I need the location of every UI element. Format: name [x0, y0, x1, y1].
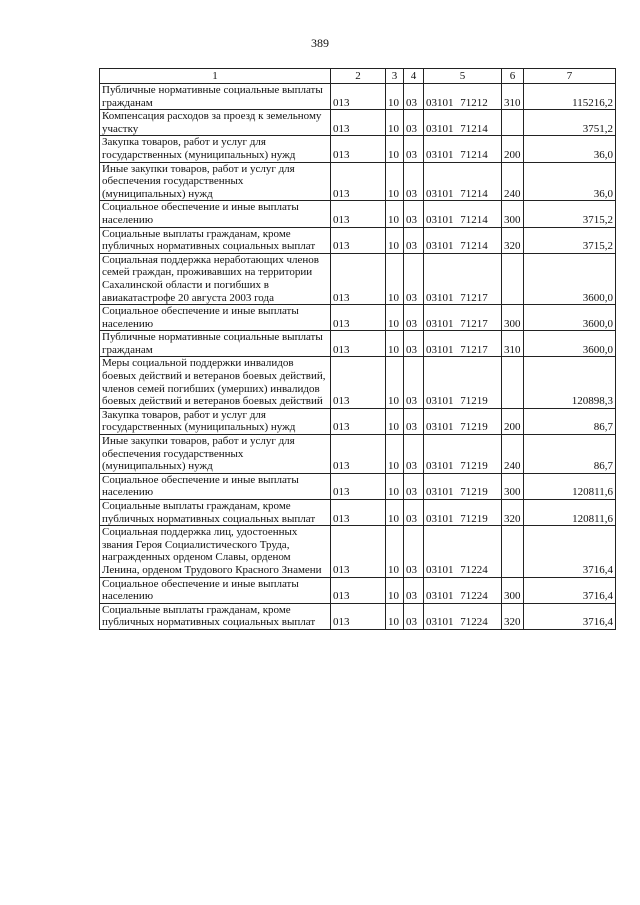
header-row — [100, 69, 616, 84]
row-name-cell: Закупка товаров, работ и услуг для государственных (муниципальных) нужд — [100, 408, 331, 434]
table-row — [100, 305, 616, 331]
row-name-cell: Социальное обеспечение и иные выплаты населению — [100, 305, 331, 331]
row-name-cell: Социальные выплаты гражданам, кроме публичных нормативных социальных выплат — [100, 603, 331, 629]
row-expense-type-cell: 200 — [502, 136, 524, 162]
row-subsection-cell: 03 — [404, 201, 424, 227]
row-amount-cell: 3716,4 — [524, 577, 616, 603]
row-section-cell: 10 — [386, 136, 404, 162]
row-name-cell: Социальное обеспечение и иные выплаты населению — [100, 577, 331, 603]
row-expense-type-cell: 300 — [502, 473, 524, 499]
header-cell-2: 2 — [331, 69, 386, 84]
row-amount-cell: 3716,4 — [524, 603, 616, 629]
row-subsection-cell: 03 — [404, 110, 424, 136]
row-admin-code-cell: 013 — [331, 435, 386, 474]
row-section-cell: 10 — [386, 408, 404, 434]
row-subsection-cell: 03 — [404, 473, 424, 499]
row-amount-cell: 3751,2 — [524, 110, 616, 136]
row-amount-cell: 3716,4 — [524, 526, 616, 577]
row-amount-cell: 86,7 — [524, 435, 616, 474]
table-row — [100, 473, 616, 499]
header-cell-5: 5 — [424, 69, 502, 84]
row-target-article-cell: 03101 71217 — [424, 305, 502, 331]
row-subsection-cell: 03 — [404, 305, 424, 331]
budget-table — [99, 68, 616, 630]
row-expense-type-cell: 320 — [502, 500, 524, 526]
row-admin-code-cell: 013 — [331, 408, 386, 434]
row-subsection-cell: 03 — [404, 500, 424, 526]
row-target-article-cell: 03101 71214 — [424, 110, 502, 136]
row-admin-code-cell: 013 — [331, 357, 386, 408]
row-section-cell: 10 — [386, 253, 404, 304]
row-admin-code-cell: 013 — [331, 603, 386, 629]
table-row — [100, 526, 616, 577]
table-row — [100, 331, 616, 357]
row-section-cell: 10 — [386, 500, 404, 526]
row-amount-cell: 36,0 — [524, 162, 616, 201]
row-expense-type-cell: 300 — [502, 201, 524, 227]
row-subsection-cell: 03 — [404, 162, 424, 201]
table-row — [100, 201, 616, 227]
row-expense-type-cell — [502, 253, 524, 304]
row-section-cell: 10 — [386, 435, 404, 474]
row-name-cell: Социальные выплаты гражданам, кроме публичных нормативных социальных выплат — [100, 500, 331, 526]
row-admin-code-cell: 013 — [331, 162, 386, 201]
table-row — [100, 253, 616, 304]
row-expense-type-cell: 200 — [502, 408, 524, 434]
row-name-cell: Социальное обеспечение и иные выплаты населению — [100, 201, 331, 227]
row-section-cell: 10 — [386, 357, 404, 408]
row-target-article-cell: 03101 71219 — [424, 357, 502, 408]
row-target-article-cell: 03101 71219 — [424, 435, 502, 474]
table-row — [100, 136, 616, 162]
row-admin-code-cell: 013 — [331, 500, 386, 526]
row-expense-type-cell: 310 — [502, 331, 524, 357]
row-name-cell: Компенсация расходов за проезд к земельному участку — [100, 110, 331, 136]
row-amount-cell: 3600,0 — [524, 253, 616, 304]
row-amount-cell: 36,0 — [524, 136, 616, 162]
row-name-cell: Иные закупки товаров, работ и услуг для обеспечения государственных (муниципальных) нужд — [100, 435, 331, 474]
row-expense-type-cell — [502, 357, 524, 408]
header-cell-3: 3 — [386, 69, 404, 84]
row-name-cell: Социальное обеспечение и иные выплаты населению — [100, 473, 331, 499]
row-amount-cell: 120811,6 — [524, 500, 616, 526]
row-section-cell: 10 — [386, 526, 404, 577]
row-name-cell: Социальные выплаты гражданам, кроме публичных нормативных социальных выплат — [100, 227, 331, 253]
row-subsection-cell: 03 — [404, 331, 424, 357]
row-amount-cell: 3600,0 — [524, 331, 616, 357]
row-name-cell: Социальная поддержка лиц, удостоенных звания Героя Социалистического Труда, награжденных орденом Славы, орденом Ленина, орденом Трудового Красного Знамени — [100, 526, 331, 577]
row-subsection-cell: 03 — [404, 357, 424, 408]
row-section-cell: 10 — [386, 162, 404, 201]
row-name-cell: Публичные нормативные социальные выплаты гражданам — [100, 331, 331, 357]
table-row — [100, 435, 616, 474]
table-row — [100, 162, 616, 201]
row-target-article-cell: 03101 71224 — [424, 603, 502, 629]
row-amount-cell: 3600,0 — [524, 305, 616, 331]
row-admin-code-cell: 013 — [331, 84, 386, 110]
row-target-article-cell: 03101 71214 — [424, 227, 502, 253]
table-row — [100, 227, 616, 253]
header-cell-7: 7 — [524, 69, 616, 84]
row-subsection-cell: 03 — [404, 227, 424, 253]
row-name-cell: Закупка товаров, работ и услуг для государственных (муниципальных) нужд — [100, 136, 331, 162]
row-subsection-cell: 03 — [404, 84, 424, 110]
row-admin-code-cell: 013 — [331, 473, 386, 499]
row-expense-type-cell: 300 — [502, 305, 524, 331]
row-expense-type-cell: 300 — [502, 577, 524, 603]
row-section-cell: 10 — [386, 473, 404, 499]
row-amount-cell: 120811,6 — [524, 473, 616, 499]
row-target-article-cell: 03101 71224 — [424, 526, 502, 577]
row-admin-code-cell: 013 — [331, 201, 386, 227]
row-section-cell: 10 — [386, 331, 404, 357]
row-admin-code-cell: 013 — [331, 305, 386, 331]
row-name-cell: Иные закупки товаров, работ и услуг для обеспечения государственных (муниципальных) нужд — [100, 162, 331, 201]
row-target-article-cell: 03101 71214 — [424, 162, 502, 201]
table-row — [100, 500, 616, 526]
row-expense-type-cell: 320 — [502, 227, 524, 253]
row-subsection-cell: 03 — [404, 577, 424, 603]
row-expense-type-cell: 240 — [502, 435, 524, 474]
row-expense-type-cell: 320 — [502, 603, 524, 629]
header-cell-4: 4 — [404, 69, 424, 84]
table-row — [100, 84, 616, 110]
row-subsection-cell: 03 — [404, 136, 424, 162]
page-number: 389 — [311, 36, 329, 50]
row-amount-cell: 3715,2 — [524, 227, 616, 253]
row-subsection-cell: 03 — [404, 408, 424, 434]
row-target-article-cell: 03101 71219 — [424, 500, 502, 526]
header-cell-1: 1 — [100, 69, 331, 84]
row-section-cell: 10 — [386, 227, 404, 253]
row-expense-type-cell: 240 — [502, 162, 524, 201]
row-amount-cell: 86,7 — [524, 408, 616, 434]
row-target-article-cell: 03101 71224 — [424, 577, 502, 603]
table-row — [100, 110, 616, 136]
row-subsection-cell: 03 — [404, 526, 424, 577]
row-section-cell: 10 — [386, 577, 404, 603]
row-target-article-cell: 03101 71212 — [424, 84, 502, 110]
row-expense-type-cell — [502, 110, 524, 136]
row-section-cell: 10 — [386, 201, 404, 227]
row-expense-type-cell — [502, 526, 524, 577]
row-admin-code-cell: 013 — [331, 253, 386, 304]
row-admin-code-cell: 013 — [331, 110, 386, 136]
row-target-article-cell: 03101 71217 — [424, 253, 502, 304]
row-name-cell: Меры социальной поддержки инвалидов боевых действий и ветеранов боевых действий, членов семей погибших (умерших) инвалидов боевых действий и ветеранов боевых действий — [100, 357, 331, 408]
row-name-cell: Публичные нормативные социальные выплаты гражданам — [100, 84, 331, 110]
row-target-article-cell: 03101 71214 — [424, 136, 502, 162]
table-row — [100, 577, 616, 603]
row-admin-code-cell: 013 — [331, 227, 386, 253]
row-admin-code-cell: 013 — [331, 577, 386, 603]
row-section-cell: 10 — [386, 603, 404, 629]
row-target-article-cell: 03101 71219 — [424, 408, 502, 434]
table-row — [100, 408, 616, 434]
row-subsection-cell: 03 — [404, 253, 424, 304]
row-admin-code-cell: 013 — [331, 331, 386, 357]
row-admin-code-cell: 013 — [331, 136, 386, 162]
row-subsection-cell: 03 — [404, 435, 424, 474]
table-row — [100, 603, 616, 629]
row-target-article-cell: 03101 71217 — [424, 331, 502, 357]
table-row — [100, 357, 616, 408]
header-cell-6: 6 — [502, 69, 524, 84]
row-section-cell: 10 — [386, 84, 404, 110]
row-admin-code-cell: 013 — [331, 526, 386, 577]
row-section-cell: 10 — [386, 305, 404, 331]
row-amount-cell: 115216,2 — [524, 84, 616, 110]
row-target-article-cell: 03101 71214 — [424, 201, 502, 227]
row-subsection-cell: 03 — [404, 603, 424, 629]
row-name-cell: Социальная поддержка неработающих членов семей граждан, проживавших на территории Сахалинской области и погибших в авиакатастрофе 20 августа 2003 года — [100, 253, 331, 304]
row-target-article-cell: 03101 71219 — [424, 473, 502, 499]
row-amount-cell: 3715,2 — [524, 201, 616, 227]
row-section-cell: 10 — [386, 110, 404, 136]
row-amount-cell: 120898,3 — [524, 357, 616, 408]
row-expense-type-cell: 310 — [502, 84, 524, 110]
